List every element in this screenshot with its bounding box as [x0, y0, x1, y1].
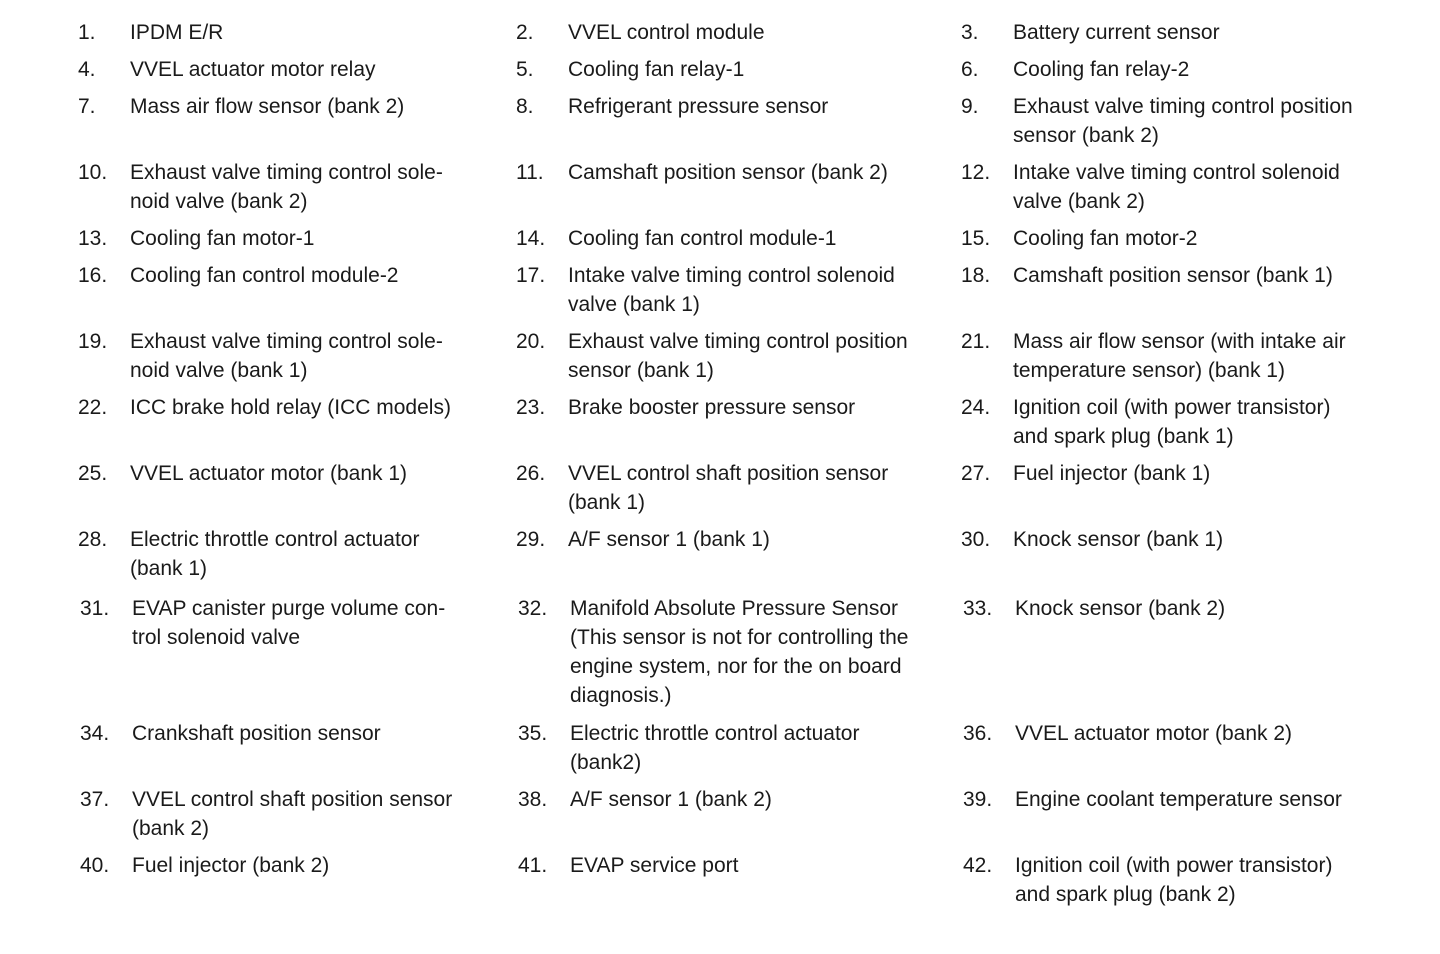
item-label: VVEL control module: [568, 21, 765, 44]
legend-item: [961, 525, 1408, 583]
legend-item: [961, 55, 1408, 84]
item-label: Fuel injector (bank 2): [132, 854, 330, 877]
legend-item: [80, 719, 518, 777]
legend-row: [78, 261, 1408, 319]
item-label: Cooling fan relay-1: [568, 58, 745, 81]
item-number: 42.: [963, 854, 993, 877]
item-number: 23.: [516, 396, 546, 419]
item-number: 34.: [80, 722, 110, 745]
legend-item: [961, 327, 1408, 385]
legend-row: [78, 525, 1408, 583]
item-label: Ignition coil (with power transistor) and spark plug (bank 2): [1015, 854, 1333, 906]
item-number: 24.: [961, 396, 991, 419]
item-number: 15.: [961, 227, 991, 250]
legend-item: [963, 785, 1410, 843]
legend-item: [78, 525, 516, 583]
item-number: 4.: [78, 58, 96, 81]
item-number: 20.: [516, 330, 546, 353]
item-number: 8.: [516, 95, 534, 118]
item-number: 10.: [78, 161, 108, 184]
legend-item: [516, 18, 961, 47]
legend-item: [961, 224, 1408, 253]
item-label: Cooling fan control module-1: [568, 227, 837, 250]
item-number: 16.: [78, 264, 108, 287]
legend-row: [78, 785, 1408, 843]
item-label: Exhaust valve timing control position sensor (bank 2): [1013, 95, 1353, 147]
legend-item: [516, 393, 961, 451]
legend-row: [78, 92, 1408, 150]
item-label: EVAP canister purge volume con- trol solenoid valve: [132, 597, 446, 649]
item-number: 3.: [961, 21, 979, 44]
legend-item: [516, 92, 961, 150]
item-number: 5.: [516, 58, 534, 81]
legend-item: [80, 785, 518, 843]
legend-item: [516, 158, 961, 216]
legend-row: [78, 55, 1408, 84]
item-number: 27.: [961, 462, 991, 485]
legend-item: [78, 158, 516, 216]
item-label: Cooling fan relay-2: [1013, 58, 1190, 81]
legend-item: [516, 261, 961, 319]
item-number: 2.: [516, 21, 534, 44]
item-number: 35.: [518, 722, 548, 745]
item-label: Electric throttle control actuator (bank 1): [130, 528, 420, 580]
item-label: Refrigerant pressure sensor: [568, 95, 829, 118]
item-label: Mass air flow sensor (bank 2): [130, 95, 405, 118]
item-label: EVAP service port: [570, 854, 739, 877]
item-label: Exhaust valve timing control sole- noid valve (bank 2): [130, 161, 443, 213]
item-number: 38.: [518, 788, 548, 811]
item-label: Camshaft position sensor (bank 1): [1013, 264, 1333, 287]
item-label: A/F sensor 1 (bank 1): [568, 528, 770, 551]
item-label: Intake valve timing control solenoid valve (bank 1): [568, 264, 895, 316]
item-label: Knock sensor (bank 2): [1015, 597, 1226, 620]
item-label: A/F sensor 1 (bank 2): [570, 788, 772, 811]
legend-item: [961, 261, 1408, 319]
legend-item: [78, 459, 516, 517]
item-label: IPDM E/R: [130, 21, 224, 44]
item-number: 26.: [516, 462, 546, 485]
legend-item: [963, 594, 1410, 710]
legend-row: [78, 719, 1408, 777]
legend-item: [516, 459, 961, 517]
legend-row: [78, 851, 1408, 909]
item-label: Cooling fan control module-2: [130, 264, 399, 287]
legend-row: [78, 393, 1408, 451]
legend-item: [78, 92, 516, 150]
legend-item: [516, 327, 961, 385]
item-label: Mass air flow sensor (with intake air temperature sensor) (bank 1): [1013, 330, 1346, 382]
legend-item: [961, 459, 1408, 517]
item-number: 41.: [518, 854, 548, 877]
item-label: Exhaust valve timing control position sensor (bank 1): [568, 330, 908, 382]
item-number: 28.: [78, 528, 108, 551]
item-number: 31.: [80, 597, 110, 620]
item-label: Cooling fan motor-2: [1013, 227, 1198, 250]
item-label: Intake valve timing control solenoid valve (bank 2): [1013, 161, 1340, 213]
legend-item: [518, 851, 963, 909]
legend-item: [961, 158, 1408, 216]
legend-item: [963, 851, 1410, 909]
item-label: ICC brake hold relay (ICC models): [130, 396, 451, 419]
item-label: VVEL control shaft position sensor (bank 2): [132, 788, 453, 840]
item-label: VVEL actuator motor (bank 2): [1015, 722, 1293, 745]
item-label: Fuel injector (bank 1): [1013, 462, 1211, 485]
item-number: 13.: [78, 227, 108, 250]
item-number: 36.: [963, 722, 993, 745]
item-number: 30.: [961, 528, 991, 551]
item-number: 9.: [961, 95, 979, 118]
item-number: 22.: [78, 396, 108, 419]
item-label: Electric throttle control actuator (bank2): [570, 722, 860, 774]
item-label: VVEL actuator motor (bank 1): [130, 462, 408, 485]
legend-row: [78, 327, 1408, 385]
item-number: 40.: [80, 854, 110, 877]
item-number: 21.: [961, 330, 991, 353]
legend-item: [78, 327, 516, 385]
item-label: VVEL control shaft position sensor (bank 1): [568, 462, 889, 514]
item-label: Ignition coil (with power transistor) and spark plug (bank 1): [1013, 396, 1331, 448]
legend-row: [78, 459, 1408, 517]
item-label: Brake booster pressure sensor: [568, 396, 856, 419]
legend-item: [961, 92, 1408, 150]
item-number: 29.: [516, 528, 546, 551]
legend-item: [518, 785, 963, 843]
legend-item: [80, 851, 518, 909]
item-number: 39.: [963, 788, 993, 811]
legend-item: [78, 261, 516, 319]
item-number: 25.: [78, 462, 108, 485]
legend-row: [78, 18, 1408, 47]
item-number: 18.: [961, 264, 991, 287]
item-label: Camshaft position sensor (bank 2): [568, 161, 888, 184]
legend-item: [516, 224, 961, 253]
legend-item: [518, 719, 963, 777]
legend-item: [78, 393, 516, 451]
item-label: Knock sensor (bank 1): [1013, 528, 1224, 551]
legend-row: [78, 594, 1408, 710]
item-label: VVEL actuator motor relay: [130, 58, 376, 81]
item-number: 7.: [78, 95, 96, 118]
item-number: 33.: [963, 597, 993, 620]
legend-row: [78, 224, 1408, 253]
item-label: Manifold Absolute Pressure Sensor (This sensor is not for controlling the engine system, nor for the on board diagnosis.): [570, 597, 909, 707]
legend-item: [80, 594, 518, 710]
legend-item: [961, 18, 1408, 47]
item-number: 11.: [516, 161, 544, 184]
item-number: 37.: [80, 788, 110, 811]
item-number: 1.: [78, 21, 96, 44]
legend-item: [516, 55, 961, 84]
legend-item: [518, 594, 963, 710]
legend-item: [78, 55, 516, 84]
item-label: Battery current sensor: [1013, 21, 1220, 44]
item-label: Cooling fan motor-1: [130, 227, 315, 250]
item-label: Engine coolant temperature sensor: [1015, 788, 1342, 811]
item-label: Exhaust valve timing control sole- noid valve (bank 1): [130, 330, 443, 382]
item-label: Crankshaft position sensor: [132, 722, 381, 745]
item-number: 12.: [961, 161, 991, 184]
legend-item: [516, 525, 961, 583]
item-number: 32.: [518, 597, 548, 620]
item-number: 19.: [78, 330, 108, 353]
item-number: 14.: [516, 227, 546, 250]
legend-item: [963, 719, 1410, 777]
legend-item: [961, 393, 1408, 451]
legend-row: [78, 158, 1408, 216]
item-number: 6.: [961, 58, 979, 81]
legend-item: [78, 224, 516, 253]
legend-item: [78, 18, 516, 47]
item-number: 17.: [516, 264, 546, 287]
parts-legend: [78, 18, 1408, 909]
